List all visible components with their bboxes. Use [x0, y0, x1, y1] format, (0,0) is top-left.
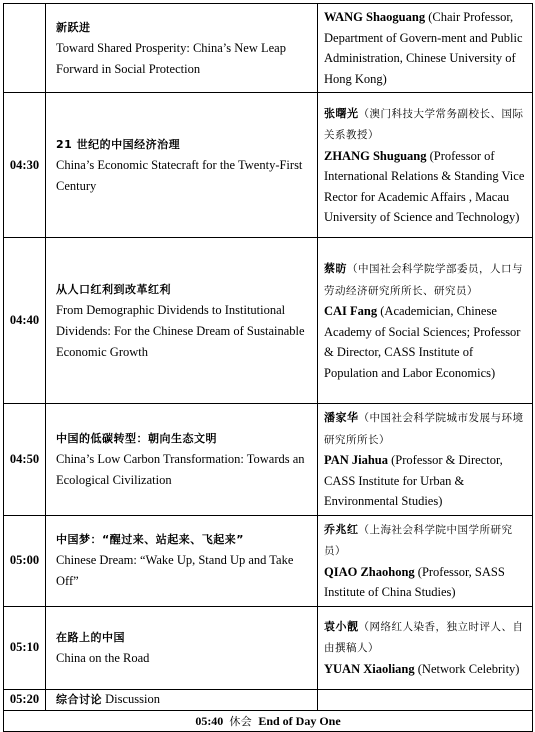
speaker-affiliation-zh: （中国社会科学院城市发展与环境研究所所长）: [324, 412, 524, 446]
speaker-affiliation-en: (Professor of International Relations & Standing Vice Rector for Academic Affairs , Macau University of Science and Technology): [324, 148, 525, 224]
discussion-label-zh: 综合讨论: [56, 693, 102, 706]
speaker-affiliation-zh: （网络红人染香，独立时评人、自由撰稿人）: [324, 620, 524, 655]
topic-title-zh: 中国的低碳转型：朝向生态文明: [56, 431, 217, 445]
speaker-cell: [318, 93, 533, 238]
speaker-name-en: PAN Jiahua: [324, 453, 389, 467]
topic-cell: [46, 238, 318, 404]
topic-title-en: China’s Economic Statecraft for the Twenty-First Century: [56, 157, 303, 193]
time-cell: 04:30: [4, 93, 46, 238]
speaker-name-zh: 张曙光: [324, 106, 359, 120]
time-cell: 05:00: [4, 515, 46, 606]
speaker-affiliation-en: (Professor, SASS Institute of China Studies): [324, 564, 505, 599]
table-row: [4, 93, 533, 238]
speaker-name-zh: 潘家华: [324, 411, 359, 424]
speaker-name-zh: 袁小靓: [324, 619, 359, 633]
time-cell: 05:10: [4, 606, 46, 689]
topic-title-en: China on the Road: [56, 650, 150, 665]
speaker-name-zh: 蔡昉: [324, 262, 347, 275]
speaker-affiliation-zh: （上海社会科学院中国学所研究员）: [324, 523, 513, 557]
program-table: [3, 3, 533, 732]
time-cell: 04:50: [4, 404, 46, 516]
speaker-name-en: YUAN Xiaoliang: [324, 661, 415, 676]
speaker-affiliation-en: (Professor & Director, CASS Institute for Urban & Environmental Studies): [324, 453, 503, 508]
topic-title-en: Chinese Dream: “Wake Up, Stand Up and Take Off”: [56, 553, 294, 588]
discussion-row: [4, 689, 533, 710]
table-row: [4, 238, 533, 404]
topic-cell: [46, 606, 318, 689]
speaker-affiliation-en: (Network Celebrity): [417, 661, 520, 676]
discussion-label-en: Discussion: [105, 692, 160, 706]
day-end-cell: [4, 710, 533, 731]
time-cell: [4, 4, 46, 93]
speaker-cell: [318, 515, 533, 606]
speaker-name-en: CAI Fang: [324, 304, 378, 318]
speaker-affiliation-zh: （中国社会科学院学部委员，人口与劳动经济研究所所长、研究员）: [324, 263, 523, 297]
table-row: [4, 606, 533, 689]
speaker-cell: [318, 404, 533, 516]
speaker-cell: [318, 689, 533, 710]
speaker-affiliation-zh: （澳门科技大学常务副校长、国际关系教授）: [324, 107, 524, 141]
time-cell: 04:40: [4, 238, 46, 404]
topic-title-zh: 中国梦：“醒过来、站起来、飞起来”: [56, 533, 244, 546]
footer-row: [4, 710, 533, 731]
speaker-cell: [318, 4, 533, 93]
table-row: [4, 515, 533, 606]
topic-cell: [46, 4, 318, 93]
footer-label-en: End of Day One: [258, 713, 341, 728]
topic-cell: [46, 515, 318, 606]
topic-title-zh: 新跃进: [56, 20, 91, 34]
speaker-name-en: QIAO Zhaohong: [324, 564, 415, 579]
table-row: [4, 404, 533, 516]
speaker-affiliation-en: (Chair Professor, Department of Govern-ment and Public Administration, Chinese University of Hong Kong): [324, 10, 523, 86]
speaker-cell: [318, 606, 533, 689]
speaker-name-zh: 乔兆红: [324, 522, 359, 536]
topic-title-zh: 在路上的中国: [56, 630, 125, 644]
table-row: [4, 4, 533, 93]
speaker-name-en: ZHANG Shuguang: [324, 148, 427, 163]
speaker-cell: [318, 238, 533, 404]
topic-cell: [46, 404, 318, 516]
footer-time: 05:40: [195, 713, 224, 728]
topic-title-en: From Demographic Dividends to Institutional Dividends: For the Chinese Dream of Sustainable Economic Growth: [56, 302, 305, 359]
time-cell: 05:20: [4, 689, 46, 710]
topic-title-zh: 从人口红利到改革红利: [56, 282, 171, 296]
topic-cell: [46, 689, 318, 710]
topic-title-zh: 21 世纪的中国经济治理: [56, 137, 181, 151]
footer-label-zh: 休会: [229, 714, 253, 728]
topic-title-en: Toward Shared Prosperity: China’s New Leap Forward in Social Protection: [56, 40, 286, 76]
topic-cell: [46, 93, 318, 238]
topic-title-en: China’s Low Carbon Transformation: Towards an Ecological Civilization: [56, 451, 305, 487]
speaker-name-en: WANG Shaoguang: [324, 10, 426, 24]
speaker-affiliation-en: (Academician, Chinese Academy of Social Sciences; Professor & Director, CASS Institute of Population and Labor Economics): [324, 304, 521, 380]
